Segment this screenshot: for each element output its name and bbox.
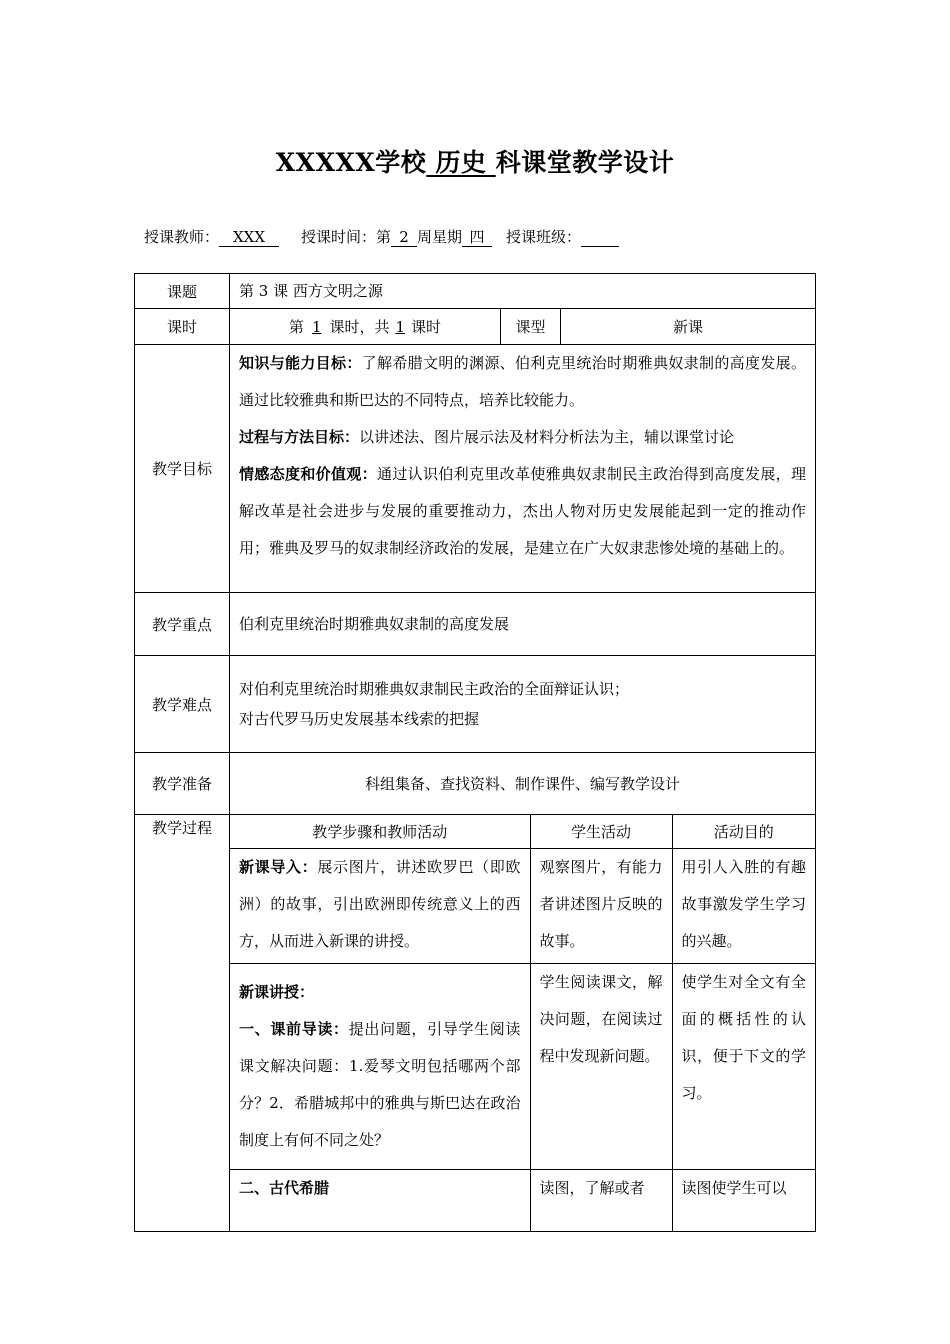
goal-process-body: 以讲述法、图片展示法及材料分析法为主，辅以课堂讨论 xyxy=(359,428,735,446)
goal-knowledge-head: 知识与能力目标： xyxy=(239,354,362,372)
lecture-teacher xyxy=(230,963,530,1169)
difficult-row xyxy=(135,656,816,753)
key-label: 教学重点 xyxy=(135,593,230,656)
difficult-cell xyxy=(230,656,816,753)
prep-label: 教学准备 xyxy=(135,753,230,815)
time-label: 授课时间：第 xyxy=(301,228,392,246)
intro-teacher-head: 新课导入： xyxy=(239,857,318,876)
title-suffix: 科课堂教学设计 xyxy=(495,148,675,177)
goal-knowledge-body: 了解希腊文明的渊源、伯利克里统治时期雅典奴隶制的高度发展。通过比较雅典和斯巴达的不同特点，培养比较能力。 xyxy=(239,354,806,409)
period-cell xyxy=(230,309,501,345)
difficult-line-2: 对古代罗马历史发展基本线索的把握 xyxy=(239,710,480,728)
page-title xyxy=(0,143,950,179)
lecture-teacher-sub: 一、课前导读： xyxy=(239,1019,349,1038)
class-value xyxy=(581,228,619,247)
topic-label: 课题 xyxy=(135,274,230,309)
period-prefix: 第 xyxy=(288,318,304,336)
goal-emotion-head: 情感态度和价值观： xyxy=(239,465,377,483)
goals-label: 教学目标 xyxy=(135,345,230,593)
topic-value: 第 3 课 西方文明之源 xyxy=(239,282,383,300)
difficult-label: 教学难点 xyxy=(135,656,230,753)
intro-teacher-body: 展示图片，讲述欧罗巴（即欧洲）的故事，引出欧洲即传统意义上的西方，从而进入新课的讲授。 xyxy=(239,857,521,950)
process-row-greece xyxy=(230,1169,815,1231)
goal-emotion xyxy=(230,456,815,567)
week-value: 2 xyxy=(391,228,417,247)
process-header-teacher: 教学步骤和教师活动 xyxy=(230,815,530,848)
lecture-student-text: 学生阅读课文，解决问题，在阅读过程中发现新问题。 xyxy=(539,972,663,1065)
intro-student xyxy=(530,848,672,963)
topic-cell xyxy=(230,274,816,309)
period-num: 1 xyxy=(311,318,322,336)
goals-cell xyxy=(230,345,816,593)
lecture-purpose xyxy=(672,963,815,1169)
teacher-label: 授课教师： xyxy=(144,228,220,246)
period-row xyxy=(135,309,816,345)
lecture-student xyxy=(530,963,672,1169)
greece-teacher xyxy=(230,1169,530,1231)
greece-teacher-head: 二、古代希腊 xyxy=(239,1178,330,1197)
process-header-row xyxy=(230,815,815,848)
weekday-value: 四 xyxy=(462,228,492,247)
intro-teacher xyxy=(230,848,530,963)
process-header-student: 学生活动 xyxy=(530,815,672,848)
process-row-intro xyxy=(230,848,815,963)
greece-purpose-text: 读图使学生可以 xyxy=(681,1178,787,1197)
lecture-teacher-body: 提出问题，引导学生阅读课文解决问题：1.爱琴文明包括哪两个部分？2．希腊城邦中的雅典与斯巴达在政治制度上有何不同之处？ xyxy=(239,1019,521,1149)
topic-row xyxy=(135,274,816,309)
prep-row xyxy=(135,753,816,815)
lecture-teacher-head: 新课讲授： xyxy=(239,982,315,1001)
title-subject: 历史 xyxy=(426,148,496,177)
difficult-line-1: 对伯利克里统治时期雅典奴隶制民主政治的全面辩证认识； xyxy=(239,680,630,698)
goal-process-head: 过程与方法目标： xyxy=(239,428,360,446)
process-cell xyxy=(230,815,816,1232)
goal-process xyxy=(230,419,815,456)
goal-emotion-body: 通过认识伯利克里改革使雅典奴隶制民主政治得到高度发展，理解改革是社会进步与发展的重要推动力，杰出人物对历史发展能起到一定的推动作用；雅典及罗马的奴隶制经济政治的发展，是建立在广大奴隶悲惨处境的基础上的。 xyxy=(239,465,807,557)
process-table xyxy=(230,815,815,1232)
goal-knowledge xyxy=(230,345,815,419)
lecture-purpose-text: 使学生对全文有全面的概括性的认识，便于下文的学习。 xyxy=(681,972,807,1102)
prep-value: 科组集备、查找资料、制作课件、编写教学设计 xyxy=(230,753,816,815)
goals-row xyxy=(135,345,816,593)
period-total: 1 xyxy=(395,318,406,336)
info-line xyxy=(144,226,619,247)
type-label: 课型 xyxy=(501,309,561,345)
key-cell xyxy=(230,593,816,656)
greece-student xyxy=(530,1169,672,1231)
process-label: 教学过程 xyxy=(135,815,230,1232)
title-prefix: XXXXX学校 xyxy=(275,148,427,177)
process-row-lecture xyxy=(230,963,815,1169)
period-label: 课时 xyxy=(135,309,230,345)
intro-purpose xyxy=(672,848,815,963)
intro-purpose-text: 用引人入胜的有趣故事激发学生学习的兴趣。 xyxy=(681,857,807,950)
key-row xyxy=(135,593,816,656)
period-suffix: 课时 xyxy=(411,318,442,336)
greece-student-text: 读图，了解或者 xyxy=(539,1178,645,1197)
key-value: 伯利克里统治时期雅典奴隶制的高度发展 xyxy=(239,614,510,633)
class-label: 授课班级： xyxy=(506,228,582,246)
teacher-value: XXX xyxy=(219,228,279,247)
period-mid: 课时，共 xyxy=(329,318,390,336)
lesson-table xyxy=(134,273,816,1232)
intro-student-text: 观察图片，有能力者讲述图片反映的故事。 xyxy=(539,857,663,950)
week-suffix: 周星期 xyxy=(417,228,463,246)
process-row xyxy=(135,815,816,1232)
process-header-purpose: 活动目的 xyxy=(672,815,815,848)
type-value: 新课 xyxy=(561,309,816,345)
greece-purpose xyxy=(672,1169,815,1231)
